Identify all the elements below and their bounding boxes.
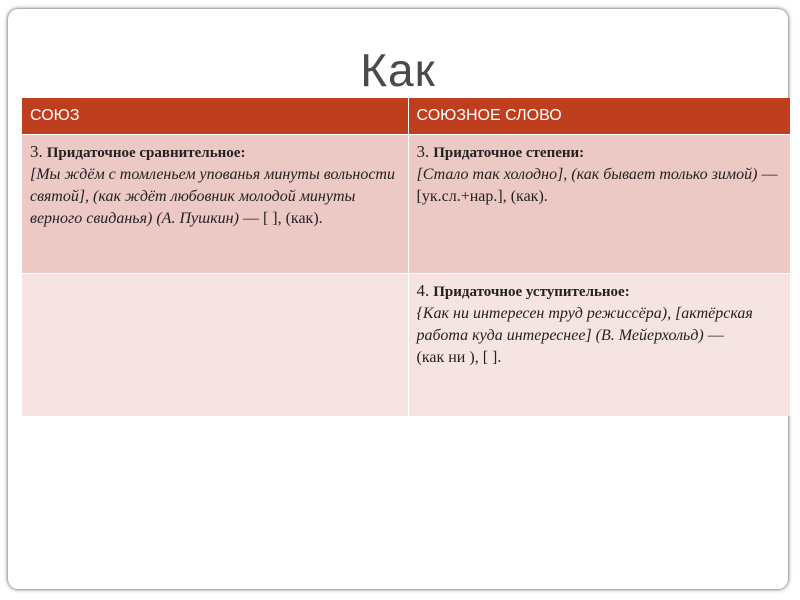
scheme-dash: —	[703, 327, 724, 344]
header-conjunctive-word: СОЮЗНОЕ СЛОВО	[408, 98, 790, 135]
table-row	[22, 274, 790, 417]
item-number: 4.	[416, 281, 430, 300]
example-text: [Мы ждём с томленьем упованья минуты вольности святой], (как ждёт любовник молодой минуты верного свиданья) (А. Пушкин)	[30, 166, 395, 227]
scheme-text: [ук.сл.+нар.], (как).	[416, 188, 548, 205]
cell-degree-clause	[408, 135, 790, 274]
cell-concessive-clause	[408, 274, 790, 417]
clause-heading: Придаточное сравнительное:	[46, 145, 246, 161]
item-number: 3.	[30, 142, 43, 161]
header-conjunction: СОЮЗ	[22, 98, 408, 135]
clause-heading: Придаточное степени:	[433, 145, 585, 161]
scheme-text: — [ ], (как).	[238, 210, 323, 227]
example-text: {Как ни интересен труд режиссёра), [актёрская работа куда интереснее] (В. Мейерхольд)	[416, 305, 753, 344]
scheme-dash: —	[757, 166, 778, 183]
example-text: [Стало так холодно], (как бывает только зимой)	[416, 166, 758, 183]
table-header-row	[22, 98, 790, 135]
slide-title: Как	[360, 44, 436, 96]
item-number: 3.	[416, 142, 430, 161]
cell-empty	[22, 274, 408, 417]
conjunction-table	[22, 98, 791, 416]
table-row	[22, 135, 790, 274]
clause-heading: Придаточное уступительное:	[433, 284, 630, 300]
cell-comparative-clause	[22, 135, 408, 274]
scheme-text: (как ни ), [ ].	[416, 349, 502, 366]
